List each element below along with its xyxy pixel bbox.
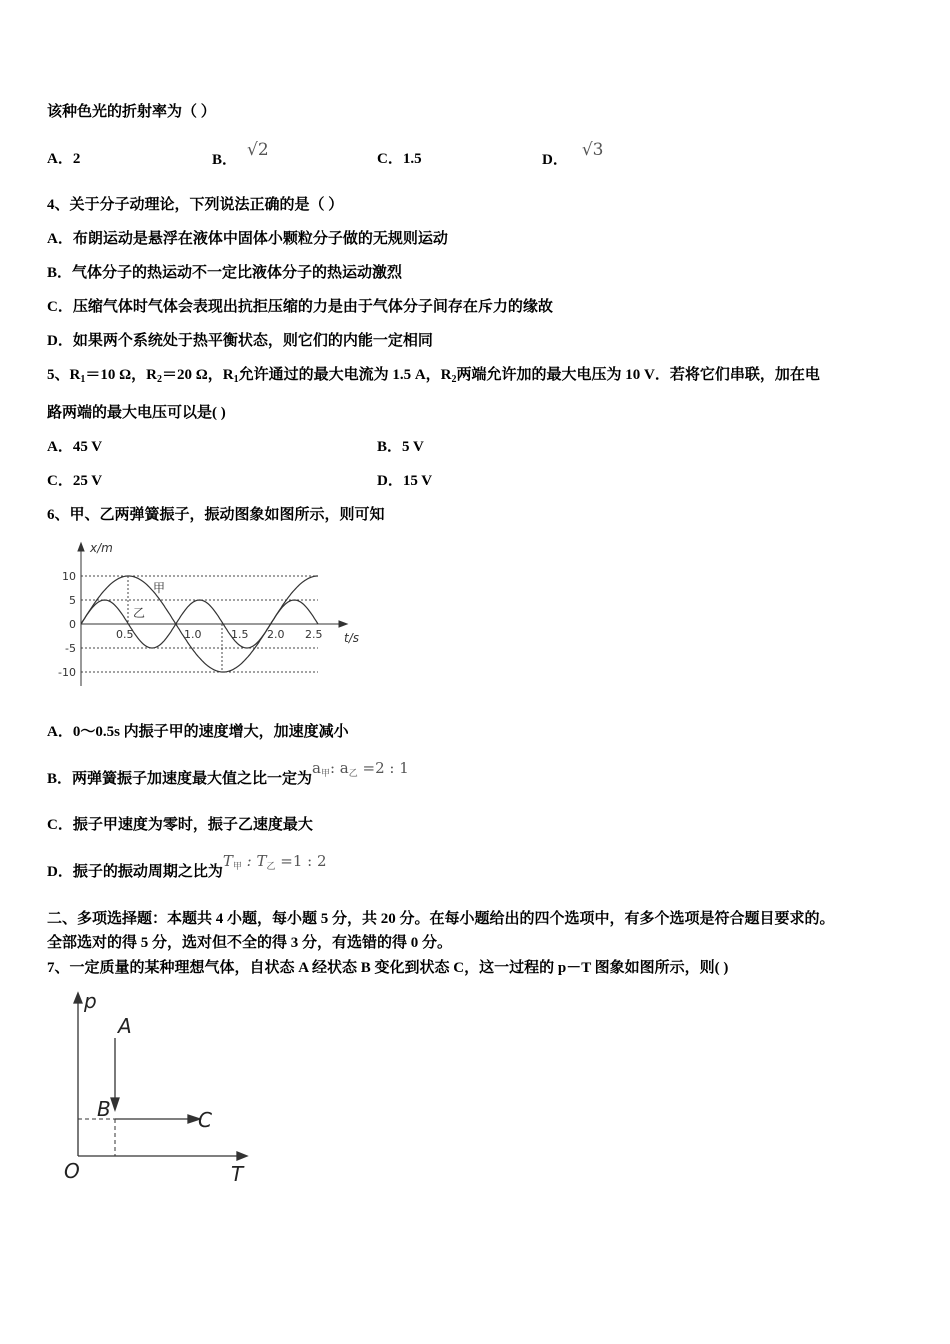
q7-stem: 7、一定质量的某种理想气体，自状态 A 经状态 B 变化到状态 C，这一过程的 p－T 图象如图所示，则( ) [47,960,729,976]
q5-option-d[interactable]: D．15 V [377,473,433,489]
q4-option-a[interactable]: A．布朗运动是悬浮在液体中固体小颗粒分子做的无规则运动 [47,231,448,247]
point-a-label: A [118,1014,132,1038]
y-tick: 0 [69,618,76,631]
label-jia: 甲 [153,581,166,595]
y-axis-arrow [78,543,84,551]
x-tick: 1.0 [184,628,202,641]
q5-stem-line2: 路两端的最大电压可以是( ) [47,405,226,421]
q3-option-b[interactable]: B． √2 [212,140,269,168]
section2-rules: 全部选对的得 5 分，选对但不全的得 3 分，有选错的得 0 分。 [47,935,453,951]
q4-option-c[interactable]: C．压缩气体时气体会表现出抗拒压缩的力是由于气体分子间存在斥力的缘故 [47,299,553,315]
x-axis-label: t/s [344,631,359,645]
label-yi: 乙 [133,606,146,620]
q6-option-b[interactable]: B．两弹簧振子加速度最大值之比一定为$a_甲$: $a_乙 =2$ : 1 [47,759,409,787]
y-tick: 10 [62,570,76,583]
q3-option-c[interactable]: C．1.5 [377,151,422,167]
y-tick: -5 [65,642,76,655]
x-tick: 1.5 [231,628,249,641]
q3-option-a[interactable]: A．2 [47,151,81,167]
y-axis-label: x/m [90,541,113,555]
point-b-label: B [97,1097,111,1121]
y-tick: 5 [69,594,76,607]
oscillation-graph [50,538,370,690]
q6-option-a[interactable]: A．0～0.5s 内振子甲的速度增大，加速度减小 [47,724,349,740]
q5-stem-line1: 5、$R_1=10$ Ω，$R_2=20$ Ω，$R_1$允许通过的最大电流为 1.5 A，$R_2$两端允许加的最大电压为 10 V．若将它们串联，加在电 [47,367,820,385]
x-axis-arrow [339,621,347,627]
x-tick: 2.0 [267,628,285,641]
section2-title: 二、多项选择题：本题共 4 小题，每小题 5 分，共 20 分。在每小题给出的四个选项中，有多个选项是符合题目要求的。 [47,911,835,927]
q6-option-d[interactable]: D．振子的振动周期之比为$T_甲$ : $T_乙 =1$ : 2 [47,852,327,880]
q5-option-a[interactable]: A．45 V [47,439,103,455]
q5-option-c[interactable]: C．25 V [47,473,103,489]
x-tick: 0.5 [116,628,134,641]
q6-stem: 6、甲、乙两弹簧振子，振动图象如图所示，则可知 [47,507,385,523]
q4-option-d[interactable]: D．如果两个系统处于热平衡状态，则它们的内能一定相同 [47,333,433,349]
q4-stem: 4、关于分子动理论，下列说法正确的是（ ） [47,197,344,213]
q5-option-b[interactable]: B．5 V [377,439,424,455]
q3-stem: 该种色光的折射率为（ ） [47,104,216,120]
y-tick: -10 [58,666,76,679]
q3-option-d[interactable]: D． √3 [542,140,604,168]
arrow-a-to-b [111,1098,119,1110]
point-c-label: C [198,1108,212,1132]
p-axis-label: p [84,989,97,1013]
pt-graph [55,988,275,1188]
t-axis-label: T [231,1162,244,1186]
q4-option-b[interactable]: B．气体分子的热运动不一定比液体分子的热运动激烈 [47,265,403,281]
origin-label: O [64,1159,80,1183]
x-tick: 2.5 [305,628,323,641]
q6-option-c[interactable]: C．振子甲速度为零时，振子乙速度最大 [47,817,313,833]
p-axis-arrow [74,993,82,1003]
t-axis-arrow [237,1152,247,1160]
